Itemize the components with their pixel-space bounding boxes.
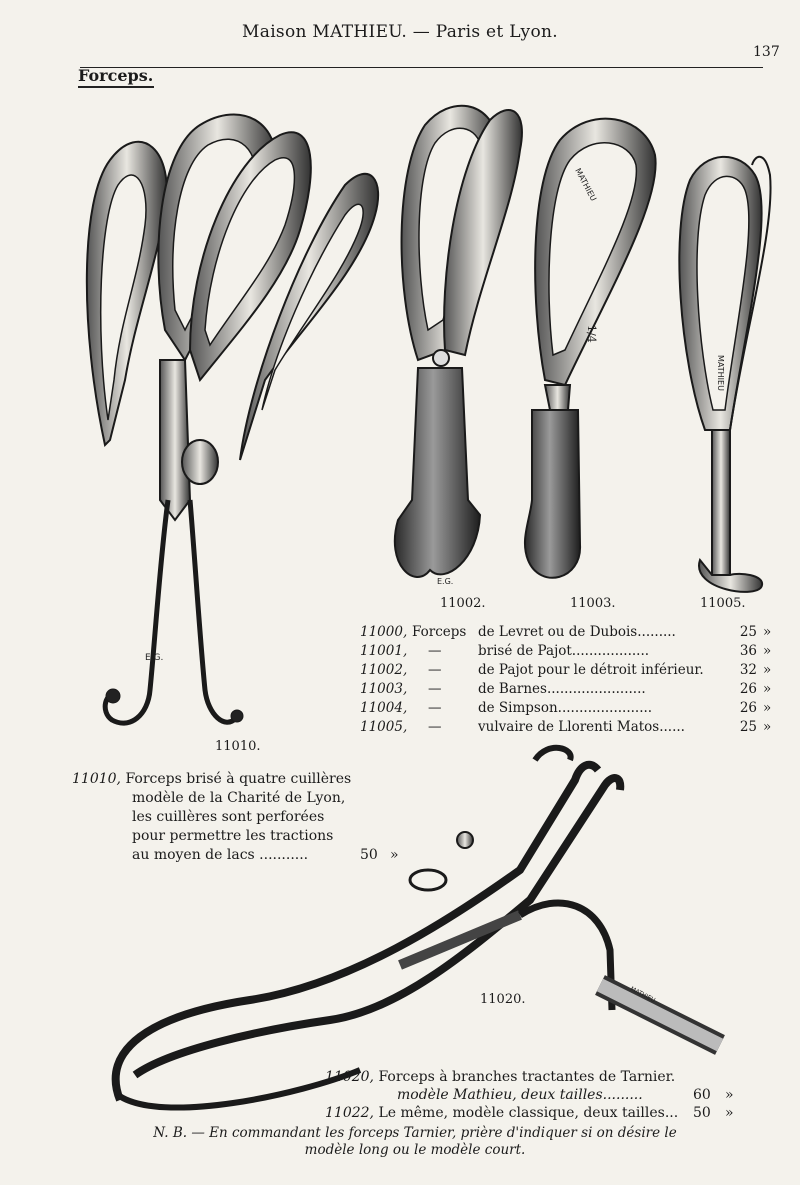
item-11010-line3: les cuillères sont perforées <box>132 809 325 825</box>
item-11022-number: 11022, <box>325 1105 374 1121</box>
item-number: 11003, <box>360 681 408 697</box>
item-11020-line2: modèle Mathieu, deux tailles......... <box>397 1087 643 1103</box>
item-11010-line1: Forceps brisé à quatre cuillères <box>125 771 352 787</box>
item-price: 36 <box>739 643 757 659</box>
item-number: 11000, <box>360 624 408 640</box>
item-11020-entry <box>325 1068 745 1122</box>
item-11022-price: 50 <box>693 1105 711 1121</box>
item-11010-line2: modèle de la Charité de Lyon, <box>132 790 346 806</box>
item-11010-line5: au moyen de lacs ........... <box>132 847 309 863</box>
forceps-11003-illustration <box>525 119 656 578</box>
page-header-title: Maison MATHIEU. — Paris et Lyon. <box>242 22 558 42</box>
maker-mark-11003: MATHIEU <box>573 166 599 203</box>
price-row <box>360 624 800 643</box>
item-11022-line1: Le même, modèle classique, deux tailles... <box>378 1105 679 1121</box>
item-11020-price: 60 <box>693 1087 711 1103</box>
item-11020-line1: Forceps à branches tractantes de Tarnier. <box>378 1069 676 1085</box>
price-row <box>360 643 800 662</box>
item-product: — <box>428 662 442 678</box>
item-price-unit: » <box>763 719 772 735</box>
section-title: Forceps. <box>78 66 154 85</box>
item-11020-price-unit: » <box>725 1087 734 1103</box>
forceps-11005-illustration <box>679 157 770 592</box>
item-product: — <box>428 643 442 659</box>
item-11010-price-unit: » <box>390 847 399 863</box>
item-11010-entry <box>72 770 402 865</box>
item-description: de Simpson...................... <box>478 700 653 716</box>
item-description: de Levret ou de Dubois......... <box>478 624 676 640</box>
item-11010-price: 50 <box>360 847 378 863</box>
engraver-mark: E.G. <box>437 577 454 586</box>
item-product: — <box>428 681 442 697</box>
ordering-note-line1: N. B. — En commandant les forceps Tarnier, prière d'indiquer si on désire le <box>153 1125 677 1141</box>
item-price-unit: » <box>763 662 772 678</box>
item-price-unit: » <box>763 624 772 640</box>
ordering-note <box>110 1125 720 1159</box>
forceps-11002-illustration <box>395 106 522 586</box>
item-description: brisé de Pajot.................. <box>478 643 650 659</box>
item-number: 11004, <box>360 700 408 716</box>
item-product: Forceps <box>412 624 467 640</box>
item-11010-number: 11010, <box>72 771 121 787</box>
price-row <box>360 700 800 719</box>
scale-mark-11003: 1/4 <box>585 325 598 343</box>
figure-label-11002: 11002. <box>440 596 486 611</box>
item-11020-number: 11020, <box>325 1069 374 1085</box>
forceps-11010-illustration <box>87 114 378 723</box>
item-11010-line4: pour permettre les tractions <box>132 828 334 844</box>
item-price-unit: » <box>763 700 772 716</box>
item-number: 11005, <box>360 719 408 735</box>
item-price-unit: » <box>763 643 772 659</box>
item-price: 26 <box>739 700 757 716</box>
figure-label-11020: 11020. <box>480 992 526 1007</box>
item-price: 26 <box>739 681 757 697</box>
item-price: 25 <box>739 719 757 735</box>
price-row <box>360 719 800 738</box>
item-price: 32 <box>739 662 757 678</box>
figure-label-11003: 11003. <box>570 596 616 611</box>
item-description: vulvaire de Llorenti Matos...... <box>478 719 685 735</box>
item-11022-price-unit: » <box>725 1105 734 1121</box>
item-price-unit: » <box>763 681 772 697</box>
maker-mark-11005: MATHIEU <box>716 355 725 391</box>
figure-label-11010: 11010. <box>215 739 261 754</box>
price-row <box>360 662 800 681</box>
item-description: de Pajot pour le détroit inférieur. <box>478 662 704 678</box>
ordering-note-line2: modèle long ou le modèle court. <box>304 1142 526 1158</box>
item-product: — <box>428 719 442 735</box>
item-number: 11001, <box>360 643 408 659</box>
svg-text:E.G.: E.G. <box>145 653 164 663</box>
item-number: 11002, <box>360 662 408 678</box>
item-product: — <box>428 700 442 716</box>
item-price: 25 <box>739 624 757 640</box>
price-row <box>360 681 800 700</box>
item-description: de Barnes....................... <box>478 681 646 697</box>
page-number: 137 <box>753 44 780 60</box>
figure-label-11005: 11005. <box>700 596 746 611</box>
maker-mark-11020: MATHIEU <box>629 985 657 1005</box>
